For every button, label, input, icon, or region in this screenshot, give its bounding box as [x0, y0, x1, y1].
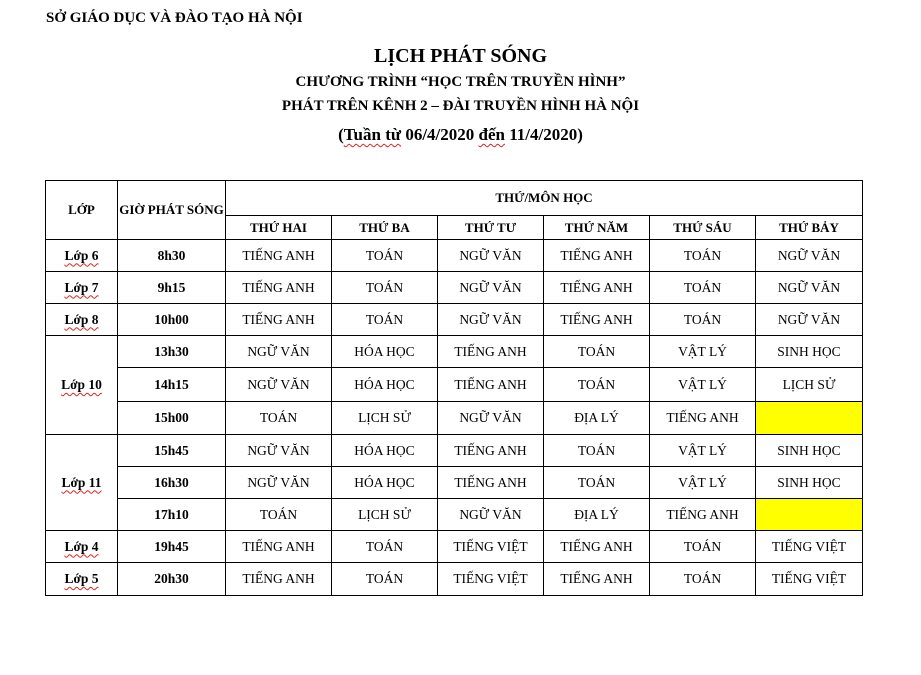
- subject-cell: TOÁN: [650, 304, 756, 336]
- subject-cell: TOÁN: [226, 499, 332, 531]
- subject-cell: ĐỊA LÝ: [544, 499, 650, 531]
- subject-cell: TIẾNG ANH: [438, 368, 544, 402]
- empty-highlighted-cell: [756, 499, 863, 531]
- schedule-row: [46, 336, 863, 368]
- subject-cell: NGỮ VĂN: [226, 435, 332, 467]
- subject-cell: VẬT LÝ: [650, 368, 756, 402]
- subject-cell: NGỮ VĂN: [756, 272, 863, 304]
- subject-cell: TIẾNG VIỆT: [438, 531, 544, 563]
- header-day: THỨ SÁU: [650, 216, 756, 240]
- header-lop: LỚP: [46, 181, 118, 240]
- subject-cell: TOÁN: [332, 531, 438, 563]
- subject-cell: TOÁN: [650, 531, 756, 563]
- broadcast-time: 13h30: [118, 336, 226, 368]
- subject-cell: NGỮ VĂN: [438, 272, 544, 304]
- schedule-row: [46, 531, 863, 563]
- subject-cell: HÓA HỌC: [332, 435, 438, 467]
- subject-cell: NGỮ VĂN: [756, 240, 863, 272]
- subject-cell: LỊCH SỬ: [332, 499, 438, 531]
- broadcast-time: 14h15: [118, 368, 226, 402]
- subject-cell: TIẾNG ANH: [226, 240, 332, 272]
- broadcast-schedule-table: [45, 180, 863, 596]
- program-name: CHƯƠNG TRÌNH “HỌC TRÊN TRUYỀN HÌNH”: [295, 74, 626, 90]
- class-label-text: Lớp 8: [64, 311, 99, 327]
- subject-cell: TOÁN: [650, 272, 756, 304]
- header-day: THỨ TƯ: [438, 216, 544, 240]
- subject-cell: TOÁN: [544, 467, 650, 499]
- subject-cell: TIẾNG VIỆT: [438, 563, 544, 596]
- subject-cell: TIẾNG ANH: [438, 467, 544, 499]
- subject-cell: NGỮ VĂN: [438, 240, 544, 272]
- subject-cell: TOÁN: [332, 240, 438, 272]
- broadcast-time: 17h10: [118, 499, 226, 531]
- empty-highlighted-cell: [756, 402, 863, 435]
- header-row: [46, 181, 863, 216]
- class-label-text: Lớp 11: [61, 474, 102, 490]
- subject-cell: NGỮ VĂN: [226, 368, 332, 402]
- subject-cell: TIẾNG ANH: [544, 304, 650, 336]
- subject-cell: TOÁN: [650, 563, 756, 596]
- subject-cell: TIẾNG ANH: [650, 402, 756, 435]
- schedule-row: [46, 435, 863, 467]
- subject-cell: TIẾNG ANH: [226, 531, 332, 563]
- subject-cell: VẬT LÝ: [650, 336, 756, 368]
- subject-cell: VẬT LÝ: [650, 435, 756, 467]
- class-label-text: Lớp 7: [64, 279, 99, 295]
- subject-cell: NGỮ VĂN: [438, 402, 544, 435]
- subject-cell: TIẾNG VIỆT: [756, 563, 863, 596]
- schedule-row: [46, 272, 863, 304]
- subject-cell: TIẾNG ANH: [650, 499, 756, 531]
- schedule-row: [46, 467, 863, 499]
- class-label: [46, 563, 118, 596]
- broadcast-time: 8h30: [118, 240, 226, 272]
- subject-cell: TIẾNG ANH: [226, 272, 332, 304]
- subject-cell: TIẾNG ANH: [544, 563, 650, 596]
- schedule-row: [46, 240, 863, 272]
- subject-cell: NGỮ VĂN: [756, 304, 863, 336]
- channel-name: PHÁT TRÊN KÊNH 2 – ĐÀI TRUYỀN HÌNH HÀ NỘI: [281, 98, 640, 114]
- subject-cell: NGỮ VĂN: [226, 336, 332, 368]
- subject-cell: TIẾNG ANH: [226, 563, 332, 596]
- schedule-row: [46, 499, 863, 531]
- week-range: [0, 125, 921, 145]
- subject-cell: TIẾNG ANH: [544, 531, 650, 563]
- header-gio-phat-song: GIỜ PHÁT SÓNG: [118, 181, 226, 240]
- subject-cell: HÓA HỌC: [332, 368, 438, 402]
- class-label: [46, 336, 118, 435]
- subject-cell: NGỮ VĂN: [226, 467, 332, 499]
- subject-cell: TOÁN: [332, 304, 438, 336]
- subject-cell: TOÁN: [226, 402, 332, 435]
- subject-cell: LỊCH SỬ: [756, 368, 863, 402]
- schedule-row: [46, 304, 863, 336]
- week-den: đến: [478, 125, 505, 144]
- header-day: THỨ BẢY: [756, 216, 863, 240]
- class-label-text: Lớp 4: [64, 538, 99, 554]
- subject-cell: TIẾNG VIỆT: [756, 531, 863, 563]
- subject-cell: NGỮ VĂN: [438, 304, 544, 336]
- schedule-row: [46, 563, 863, 596]
- subject-cell: TIẾNG ANH: [438, 435, 544, 467]
- class-label-text: Lớp 6: [64, 247, 99, 263]
- class-label-text: Lớp 10: [61, 377, 102, 392]
- subject-cell: TOÁN: [544, 336, 650, 368]
- subject-cell: TIẾNG ANH: [544, 240, 650, 272]
- subject-cell: HÓA HỌC: [332, 467, 438, 499]
- header-thu-mon-hoc: THỨ/MÔN HỌC: [226, 181, 863, 216]
- class-label: [46, 531, 118, 563]
- header-day: THỨ HAI: [226, 216, 332, 240]
- subject-cell: SINH HỌC: [756, 435, 863, 467]
- subject-cell: TOÁN: [332, 563, 438, 596]
- week-tuan-tu: Tuần từ: [343, 125, 402, 144]
- week-open: (: [338, 125, 344, 144]
- subject-cell: TIẾNG ANH: [544, 272, 650, 304]
- subject-cell: TOÁN: [650, 240, 756, 272]
- organization-name: SỞ GIÁO DỤC VÀ ĐÀO TẠO HÀ NỘI: [46, 10, 303, 26]
- schedule-row: [46, 402, 863, 435]
- subject-cell: HÓA HỌC: [332, 336, 438, 368]
- class-label: [46, 240, 118, 272]
- class-label: [46, 272, 118, 304]
- broadcast-time: 15h00: [118, 402, 226, 435]
- subject-cell: TIẾNG ANH: [226, 304, 332, 336]
- broadcast-time: 10h00: [118, 304, 226, 336]
- class-label: [46, 304, 118, 336]
- subject-cell: ĐỊA LÝ: [544, 402, 650, 435]
- header-day: THỨ NĂM: [544, 216, 650, 240]
- subject-cell: TOÁN: [332, 272, 438, 304]
- subject-cell: TIẾNG ANH: [438, 336, 544, 368]
- schedule-row: [46, 368, 863, 402]
- subject-cell: VẬT LÝ: [650, 467, 756, 499]
- class-label-text: Lớp 5: [64, 571, 99, 586]
- subject-cell: SINH HỌC: [756, 467, 863, 499]
- subject-cell: NGỮ VĂN: [438, 499, 544, 531]
- broadcast-time: 16h30: [118, 467, 226, 499]
- broadcast-time: 20h30: [118, 563, 226, 596]
- class-label: [46, 435, 118, 531]
- subject-cell: TOÁN: [544, 435, 650, 467]
- week-from: 06/4/2020: [401, 125, 479, 144]
- broadcast-time: 9h15: [118, 272, 226, 304]
- broadcast-time: 19h45: [118, 531, 226, 563]
- document-title: LỊCH PHÁT SÓNG: [374, 45, 547, 67]
- subject-cell: LỊCH SỬ: [332, 402, 438, 435]
- broadcast-time: 15h45: [118, 435, 226, 467]
- header-day: THỨ BA: [332, 216, 438, 240]
- subject-cell: TOÁN: [544, 368, 650, 402]
- week-to: 11/4/2020): [504, 125, 583, 144]
- subject-cell: SINH HỌC: [756, 336, 863, 368]
